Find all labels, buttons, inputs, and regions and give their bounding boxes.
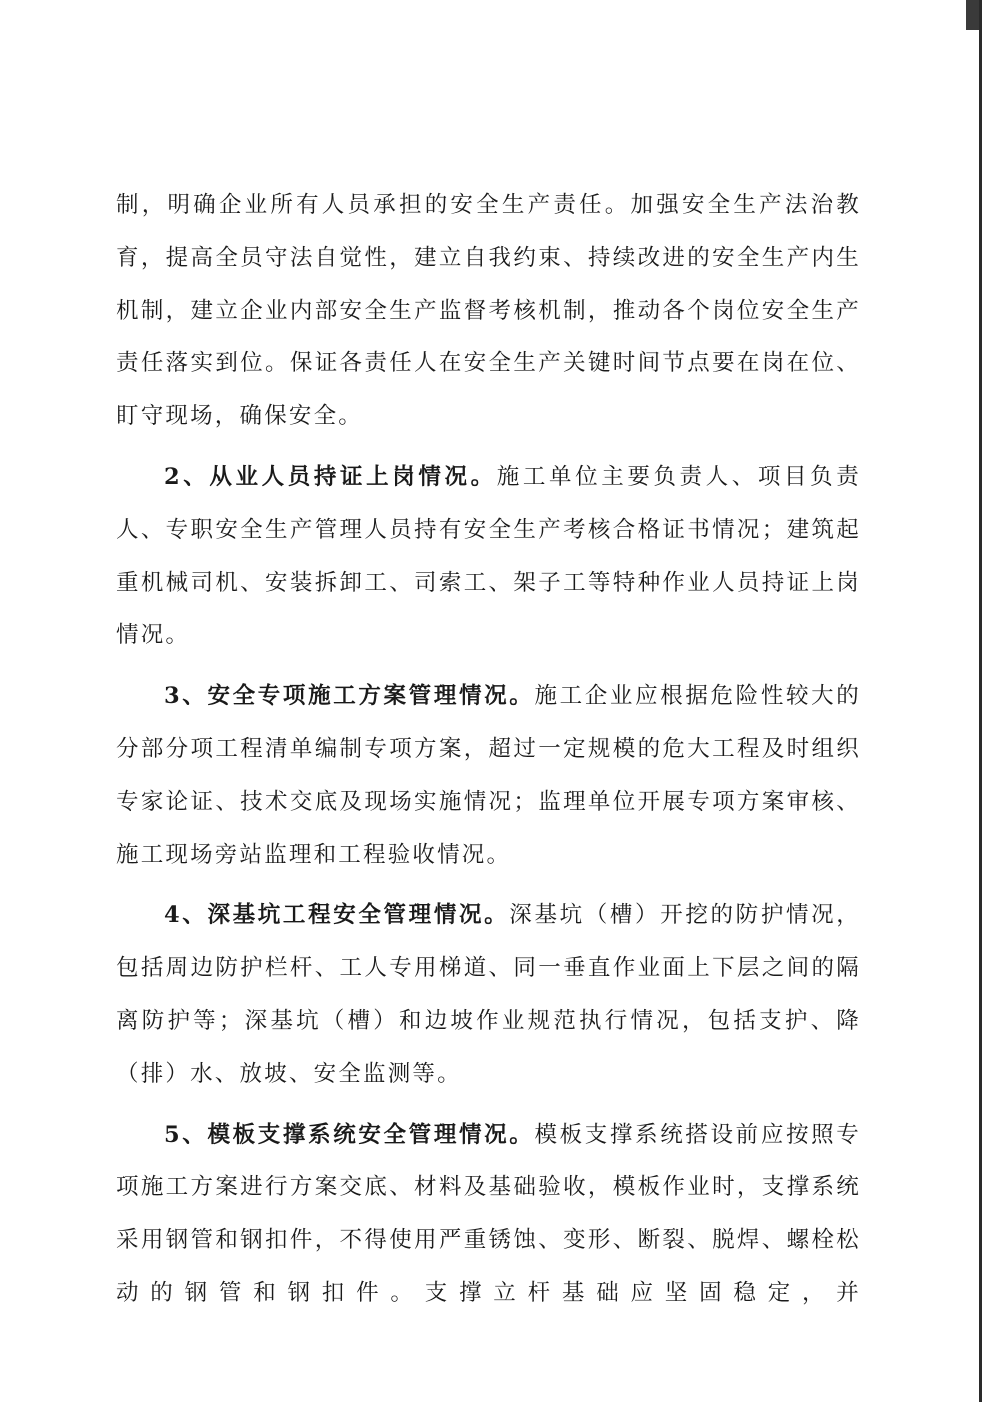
paragraph-heading: 5、模板支撑系统安全管理情况。: [164, 1121, 535, 1148]
paragraph-text: 施工企业应根据危险性较大的分部分项工程清单编制专项方案，超过一定规模的危大工程及时组织专家论证、技术交底及现场实施情况；监理单位开展专项方案审核、施工现场旁站监理和工程验收情况。: [116, 683, 861, 868]
paragraph-text: 施工单位主要负责人、项目负责人、专职安全生产管理人员持有安全生产考核合格证书情况；建筑起重机械司机、安装拆卸工、司索工、架子工等特种作业人员持证上岗情况。: [116, 463, 861, 649]
paragraph-continued: [116, 179, 861, 443]
paragraph-heading: 3、安全专项施工方案管理情况。: [164, 683, 535, 710]
scan-corner-mark: [966, 0, 980, 30]
paragraph-text: 模板支撑系统搭设前应按照专项施工方案进行方案交底、材料及基础验收，模板作业时，支撑系统采用钢管和钢扣件，不得使用严重锈蚀、变形、断裂、脱焊、螺栓松动的钢管和钢扣件。支撑立杆基础应坚固稳定，并: [116, 1121, 861, 1306]
scan-edge-line: [979, 0, 982, 1402]
paragraph-text: 深基坑（槽）开挖的防护情况，包括周边防护栏杆、工人专用梯道、同一垂直作业面上下层之间的隔离防护等；深基坑（槽）和边坡作业规范执行情况，包括支护、降（排）水、放坡、安全监测等。: [116, 902, 861, 1087]
paragraph-item-3: [116, 670, 861, 881]
paragraph-item-5: [116, 1109, 861, 1320]
paragraph-heading: 4、深基坑工程安全管理情况。: [164, 902, 510, 929]
paragraph-item-4: [116, 889, 861, 1100]
paragraph-item-2: [116, 451, 861, 662]
paragraph-text: 制，明确企业所有人员承担的安全生产责任。加强安全生产法治教育，提高全员守法自觉性，建立自我约束、持续改进的安全生产内生机制，建立企业内部安全生产监督考核机制，推动各个岗位安全生产责任落实到位。保证各责任人在安全生产关键时间节点要在岗在位、盯守现场，确保安全。: [116, 192, 861, 430]
paragraph-heading: 2、从业人员持证上岗情况。: [164, 463, 497, 490]
document-body: [116, 179, 861, 1320]
